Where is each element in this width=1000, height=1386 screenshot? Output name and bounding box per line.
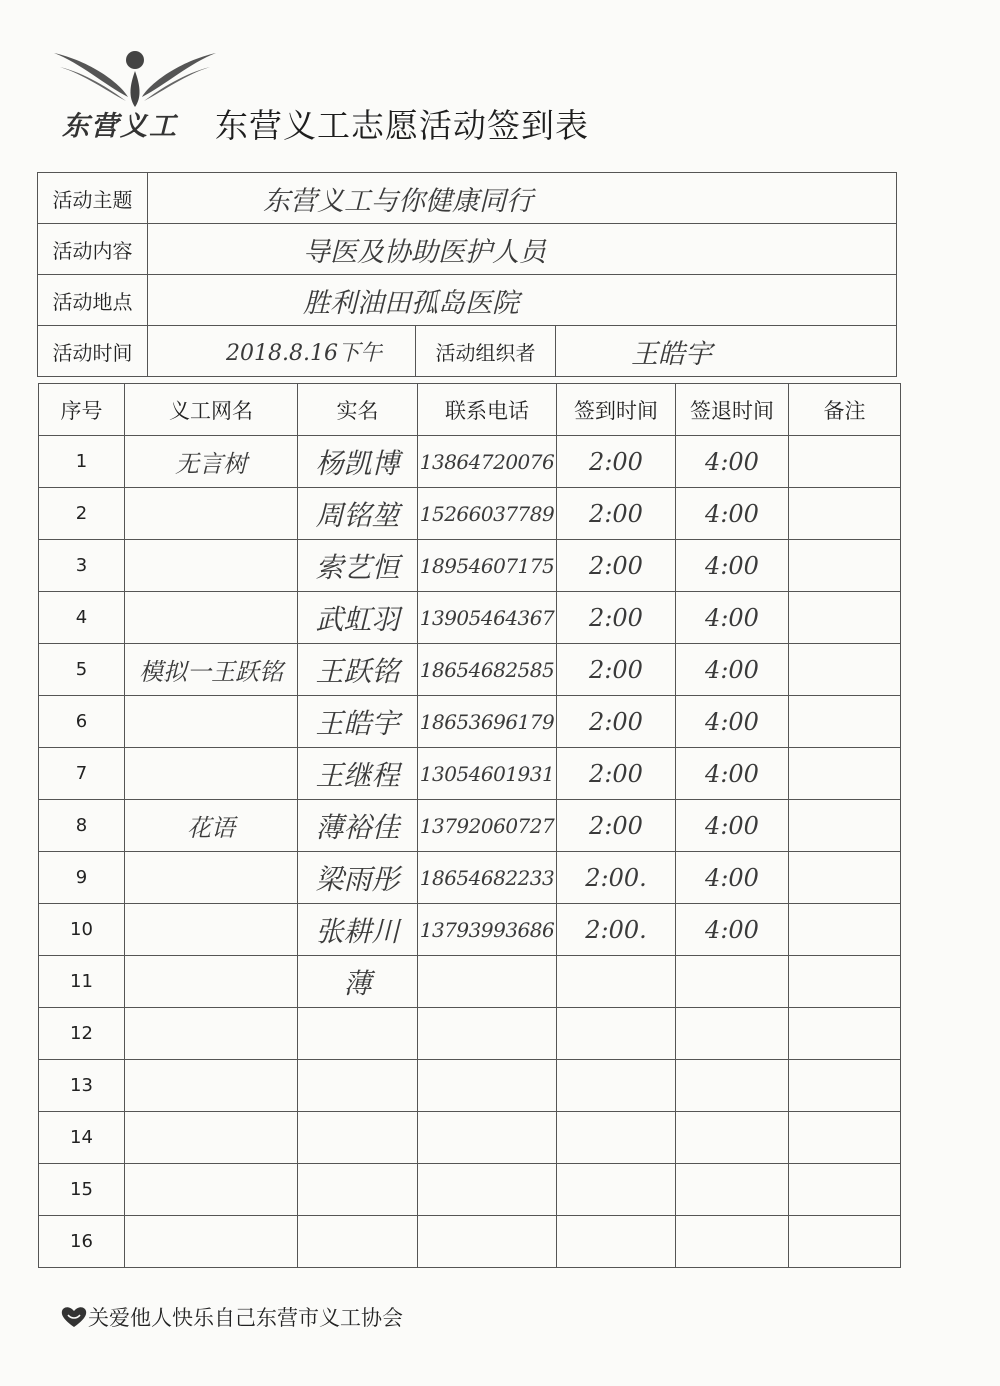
note-cell (789, 436, 901, 488)
theme-value: 东营义工与你健康同行 (263, 185, 533, 217)
realname-cell: 索艺恒 (298, 540, 418, 592)
phone-cell: 18653696179 (418, 696, 557, 748)
organizer-value-cell (556, 326, 897, 377)
nickname-cell (125, 852, 298, 904)
signout-time-cell: 4:00 (676, 644, 789, 696)
signout-time-cell: 4:00 (676, 696, 789, 748)
phone-cell: 13905464367 (418, 592, 557, 644)
signout-time-cell: 4:00 (676, 540, 789, 592)
location-label: 活动地点 (38, 275, 148, 326)
phone-cell (418, 1112, 557, 1164)
table-row (39, 1216, 901, 1268)
table-row (39, 540, 901, 592)
table-row (39, 696, 901, 748)
signin-time-cell (557, 1008, 676, 1060)
note-cell (789, 956, 901, 1008)
footer (60, 1302, 403, 1332)
row-number: 13 (39, 1060, 125, 1112)
nickname-cell (125, 748, 298, 800)
signout-time-cell (676, 1216, 789, 1268)
signin-time-cell (557, 1112, 676, 1164)
phone-cell: 13864720076 (418, 436, 557, 488)
note-cell (789, 644, 901, 696)
theme-value-cell (148, 173, 897, 224)
signout-time-cell (676, 1060, 789, 1112)
row-number: 4 (39, 592, 125, 644)
signout-time-cell: 4:00 (676, 436, 789, 488)
content-value: 导医及协助医护人员 (303, 236, 546, 268)
realname-cell: 杨凯博 (298, 436, 418, 488)
table-row (39, 436, 901, 488)
realname-cell: 张耕川 (298, 904, 418, 956)
theme-label: 活动主题 (38, 173, 148, 224)
phone-cell (418, 956, 557, 1008)
realname-cell: 周铭堃 (298, 488, 418, 540)
note-cell (789, 1060, 901, 1112)
nickname-cell (125, 956, 298, 1008)
signin-time-cell: 2:00 (557, 540, 676, 592)
realname-cell: 王跃铭 (298, 644, 418, 696)
table-row (39, 748, 901, 800)
realname-cell: 王皓宇 (298, 696, 418, 748)
realname-cell: 薄 (298, 956, 418, 1008)
time-row (38, 326, 897, 377)
header-phone: 联系电话 (418, 384, 557, 436)
table-row (39, 904, 901, 956)
signin-time-cell: 2:00 (557, 488, 676, 540)
signin-time-cell: 2:00 (557, 592, 676, 644)
phone-cell: 13792060727 (418, 800, 557, 852)
signin-time-cell (557, 1164, 676, 1216)
row-number: 14 (39, 1112, 125, 1164)
note-cell (789, 748, 901, 800)
signout-time-cell (676, 1164, 789, 1216)
signin-time-cell (557, 1216, 676, 1268)
phone-cell: 13793993686 (418, 904, 557, 956)
row-number: 5 (39, 644, 125, 696)
phone-cell (418, 1060, 557, 1112)
table-row (39, 1112, 901, 1164)
signout-time-cell (676, 1112, 789, 1164)
row-number: 9 (39, 852, 125, 904)
activity-info-table (37, 172, 897, 377)
page-title: 东营义工志愿活动签到表 (215, 106, 589, 145)
table-body (39, 436, 901, 1268)
organizer-label: 活动组织者 (416, 326, 556, 377)
table-row (39, 800, 901, 852)
table-row (39, 488, 901, 540)
note-cell (789, 488, 901, 540)
table-row (39, 1008, 901, 1060)
row-number: 7 (39, 748, 125, 800)
time-value-cell (148, 326, 416, 377)
signout-time-cell: 4:00 (676, 800, 789, 852)
phone-cell: 13054601931 (418, 748, 557, 800)
note-cell (789, 852, 901, 904)
content-value-cell (148, 224, 897, 275)
header-realname: 实名 (298, 384, 418, 436)
row-number: 11 (39, 956, 125, 1008)
table-row (39, 852, 901, 904)
time-value: 2018.8.16下午 (226, 340, 382, 366)
phone-cell (418, 1164, 557, 1216)
nickname-cell (125, 696, 298, 748)
heart-icon (60, 1305, 88, 1329)
realname-cell (298, 1060, 418, 1112)
phone-cell (418, 1008, 557, 1060)
signout-time-cell: 4:00 (676, 852, 789, 904)
row-number: 3 (39, 540, 125, 592)
note-cell (789, 800, 901, 852)
nickname-cell (125, 488, 298, 540)
nickname-cell (125, 904, 298, 956)
note-cell (789, 1164, 901, 1216)
header-signin: 签到时间 (557, 384, 676, 436)
realname-cell (298, 1164, 418, 1216)
signin-time-cell: 2:00. (557, 852, 676, 904)
nickname-cell (125, 1112, 298, 1164)
signout-time-cell: 4:00 (676, 592, 789, 644)
nickname-cell (125, 540, 298, 592)
phone-cell: 18954607175 (418, 540, 557, 592)
nickname-cell: 模拟一王跃铭 (125, 644, 298, 696)
realname-cell: 薄裕佳 (298, 800, 418, 852)
location-row (38, 275, 897, 326)
content-label: 活动内容 (38, 224, 148, 275)
note-cell (789, 1216, 901, 1268)
theme-row (38, 173, 897, 224)
realname-cell (298, 1216, 418, 1268)
logo-text: 东营义工 (62, 111, 178, 142)
signin-table (38, 383, 901, 1268)
phone-cell: 18654682585 (418, 644, 557, 696)
row-number: 15 (39, 1164, 125, 1216)
signin-time-cell: 2:00 (557, 696, 676, 748)
nickname-cell (125, 1008, 298, 1060)
realname-cell: 梁雨彤 (298, 852, 418, 904)
signout-time-cell: 4:00 (676, 904, 789, 956)
signin-time-cell (557, 956, 676, 1008)
signin-time-cell: 2:00 (557, 644, 676, 696)
table-row (39, 592, 901, 644)
row-number: 16 (39, 1216, 125, 1268)
signin-time-cell: 2:00 (557, 748, 676, 800)
signout-time-cell (676, 956, 789, 1008)
realname-cell: 王继程 (298, 748, 418, 800)
nickname-cell: 无言树 (125, 436, 298, 488)
header-note: 备注 (789, 384, 901, 436)
nickname-cell (125, 1164, 298, 1216)
signin-time-cell: 2:00 (557, 436, 676, 488)
realname-cell (298, 1112, 418, 1164)
signin-time-cell: 2:00 (557, 800, 676, 852)
realname-cell: 武虹羽 (298, 592, 418, 644)
row-number: 12 (39, 1008, 125, 1060)
note-cell (789, 1008, 901, 1060)
row-number: 10 (39, 904, 125, 956)
realname-cell (298, 1008, 418, 1060)
footer-text: 关爱他人快乐自己东营市义工协会 (88, 1306, 403, 1330)
row-number: 8 (39, 800, 125, 852)
phone-cell (418, 1216, 557, 1268)
content-row (38, 224, 897, 275)
header-no: 序号 (39, 384, 125, 436)
table-row (39, 1164, 901, 1216)
organizer-value: 王皓宇 (631, 338, 712, 370)
phone-cell: 18654682233 (418, 852, 557, 904)
row-number: 6 (39, 696, 125, 748)
note-cell (789, 540, 901, 592)
time-label: 活动时间 (38, 326, 148, 377)
location-value: 胜利油田孤岛医院 (303, 287, 519, 319)
header-nickname: 义工网名 (125, 384, 298, 436)
row-number: 2 (39, 488, 125, 540)
signout-time-cell (676, 1008, 789, 1060)
location-value-cell (148, 275, 897, 326)
note-cell (789, 696, 901, 748)
nickname-cell (125, 592, 298, 644)
nickname-cell: 花语 (125, 800, 298, 852)
nickname-cell (125, 1060, 298, 1112)
note-cell (789, 1112, 901, 1164)
phone-cell: 15266037789 (418, 488, 557, 540)
note-cell (789, 592, 901, 644)
table-row (39, 956, 901, 1008)
signout-time-cell: 4:00 (676, 488, 789, 540)
note-cell (789, 904, 901, 956)
header-signout: 签退时间 (676, 384, 789, 436)
nickname-cell (125, 1216, 298, 1268)
signin-time-cell: 2:00. (557, 904, 676, 956)
signout-time-cell: 4:00 (676, 748, 789, 800)
row-number: 1 (39, 436, 125, 488)
table-row (39, 644, 901, 696)
signin-time-cell (557, 1060, 676, 1112)
table-header-row (39, 384, 901, 436)
table-row (39, 1060, 901, 1112)
